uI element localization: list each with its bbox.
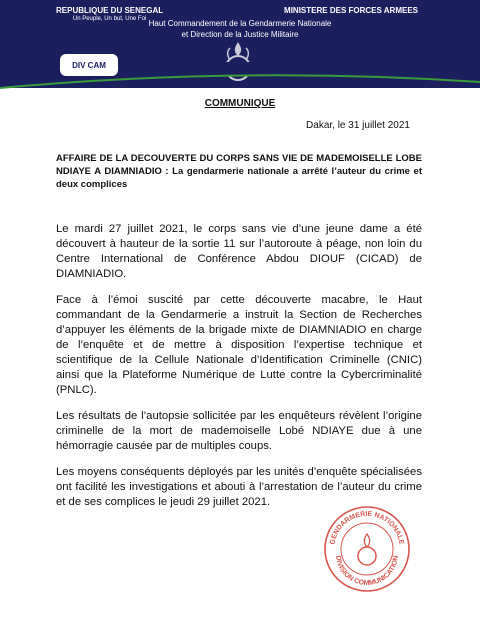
document-title: COMMUNIQUE	[204, 98, 276, 109]
paragraph-4: Les moyens conséquents déployés par les unités d’enquête spécialisées ont facilité les investigations et abouti à l’arrestation de l’auteur du crime et de ses complices le jeudi 29 juillet 2021.	[56, 466, 422, 508]
paragraph-2: Face à l’émoi suscité par cette découverte macabre, le Haut commandant de la Gendarmerie a instruit la Section de Recherches d’appuyer les éléments de la brigade mixte de DIAMNIADIO en charge de l’enquête et de mettre à disposition l’expertise technique et scientifique de la Cellule Nationale d’Identification Criminelle (CNIC) ainsi que la Plateforme Numérique de Lutte contre la Cybercriminalité (PNLC).	[56, 294, 422, 396]
document-subject: AFFAIRE DE LA DECOUVERTE DU CORPS SANS VIE DE MADEMOISELLE LOBE NDIAYE A DIAMNIADIO : La gendarmerie nationale a arrêté l’auteur du crime et deux complices	[56, 153, 422, 190]
document-date: Dakar, le 31 juillet 2021	[306, 120, 410, 131]
document-body	[56, 222, 422, 521]
republic-title: REPUBLIQUE DU SENEGAL	[56, 6, 164, 15]
stamp-bottom-text: DIVISION COMMUNICATION	[333, 555, 401, 588]
command-title	[0, 18, 480, 40]
ministry-title: MINISTERE DES FORCES ARMEES	[284, 6, 418, 15]
paragraph-1: Le mardi 27 juillet 2021, le corps sans vie d’une jeune dame a été découvert à hauteur de la sortie 11 sur l’autoroute à péage, non loin du Centre International de Conférence Abdou DIOUF (CICAD) de DIAMNIADIO.	[56, 223, 422, 280]
command-line-2: et Direction de la Justice Militaire	[181, 30, 299, 39]
command-line-1: Haut Commandement de la Gendarmerie Nationale	[148, 19, 332, 28]
div-cam-logo: DIV CAM	[60, 54, 118, 76]
republic-motto: Un Peuple, Un but, Une Foi	[72, 16, 147, 22]
official-stamp	[322, 504, 412, 594]
stamp-grenade-icon	[358, 534, 376, 565]
stamp-top-text: GENDARMERIE NATIONALE	[329, 510, 405, 546]
paragraph-3: Les résultats de l’autopsie sollicitée par les enquêteurs révèlent l’origine criminelle de la mort de mademoiselle Lobé NDIAYE due à une hémorragie causée par de multiples coups.	[56, 410, 422, 452]
